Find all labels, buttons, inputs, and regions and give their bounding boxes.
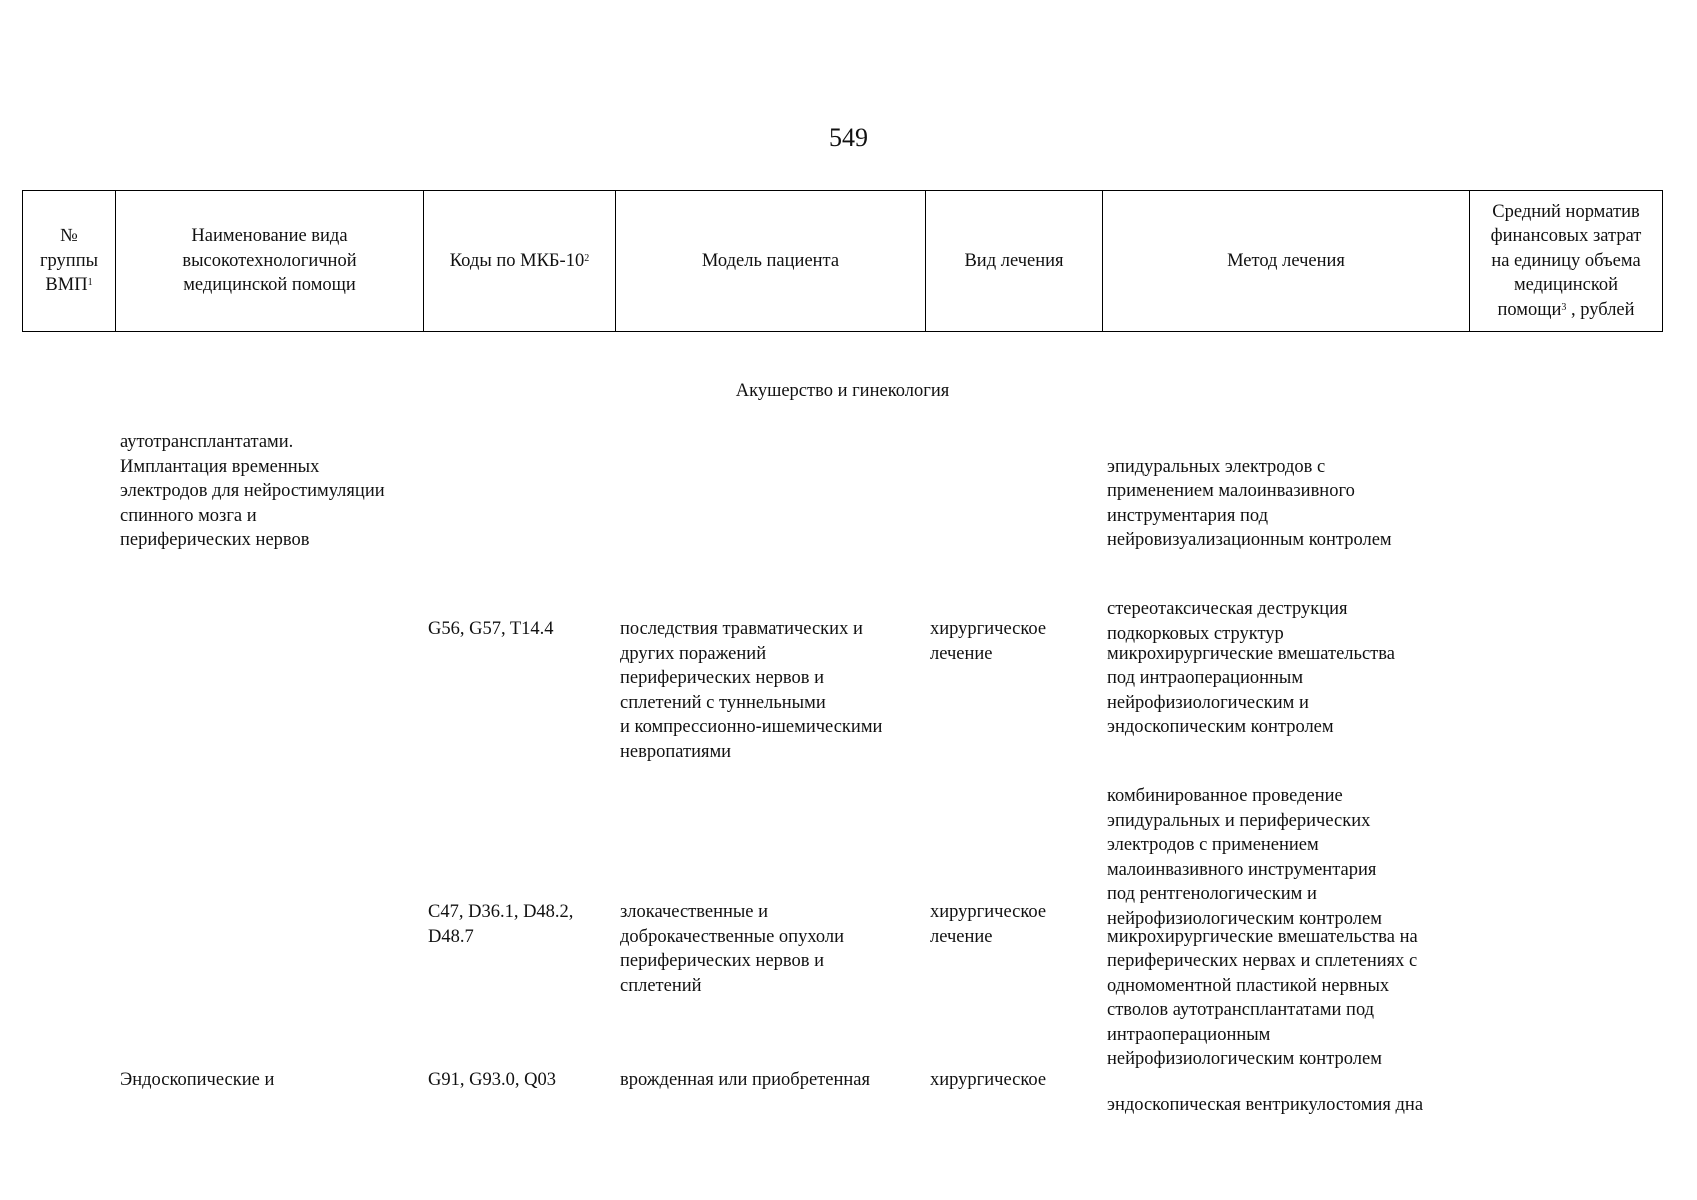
treatment-method: стереотаксическая деструкция подкорковых структур bbox=[1107, 599, 1348, 644]
patient-model: врожденная или приобретенная bbox=[620, 1070, 870, 1090]
table-header bbox=[22, 190, 1663, 332]
patient-model: злокачественные и доброкачественные опухоли периферических нервов и сплетений bbox=[620, 902, 845, 996]
header-treatment-type: Вид лечения bbox=[926, 191, 1103, 332]
treatment-method: микрохирургические вмешательства под интраоперационным нейрофизиологическим и эндоскопическим контролем bbox=[1107, 643, 1395, 737]
treatment-type: хирургическое лечение bbox=[930, 619, 1047, 664]
treatment-method: комбинированное проведение эпидуральных и периферических электродов с применением малоинвазивного инструментария под рентгенологическим и нейрофизиологическим контролем bbox=[1107, 786, 1382, 929]
treatment-method: эндоскопическая вентрикулостомия дна bbox=[1107, 1094, 1424, 1115]
section-title: Акушерство и гинекология bbox=[735, 381, 950, 401]
treatment-method-list bbox=[1107, 900, 1477, 1096]
treatment-type: хирургическое bbox=[930, 1070, 1047, 1090]
treatment-method-list bbox=[1107, 1068, 1477, 1142]
care-type-name: аутотрансплантатами. Имплантация временных электродов для нейростимуляции спинного мозга и периферических нервов bbox=[120, 432, 385, 550]
care-type-name: Эндоскопические и bbox=[120, 1070, 275, 1090]
header-financial-norm: Средний норматив финансовых затрат на единицу объема медицинской помощи$^3$ , рублей bbox=[1470, 191, 1663, 332]
header-patient-model: Модель пациента bbox=[616, 191, 926, 332]
icd-codes: G91, G93.0, Q03 bbox=[428, 1070, 556, 1090]
header-group-number: № группы ВМП$^1$ bbox=[23, 191, 116, 332]
icd-codes: G56, G57, T14.4 bbox=[428, 619, 554, 639]
icd-codes: C47, D36.1, D48.2, D48.7 bbox=[428, 902, 574, 947]
treatment-method: микрохирургические вмешательства на периферических нервах и сплетениях с одномоментной пластикой нервных стволов аутотрансплантатами под интраоперационным нейрофизиологическим контролем bbox=[1107, 926, 1418, 1069]
header-care-type-name: Наименование вида высокотехнологичной медицинской помощи bbox=[116, 191, 424, 332]
page-number: 549 bbox=[829, 123, 868, 152]
header-treatment-method: Метод лечения bbox=[1103, 191, 1470, 332]
header-icd-codes: Коды по МКБ-$10^2$ bbox=[424, 191, 616, 332]
treatment-method: эпидуральных электродов с применением малоинвазивного инструментария под нейровизуализационным контролем bbox=[1107, 456, 1392, 550]
treatment-type: хирургическое лечение bbox=[930, 902, 1047, 947]
patient-model: последствия травматических и других поражений периферических нервов и сплетений с туннельными и компрессионно-ишемическими невропатиями bbox=[620, 619, 883, 762]
